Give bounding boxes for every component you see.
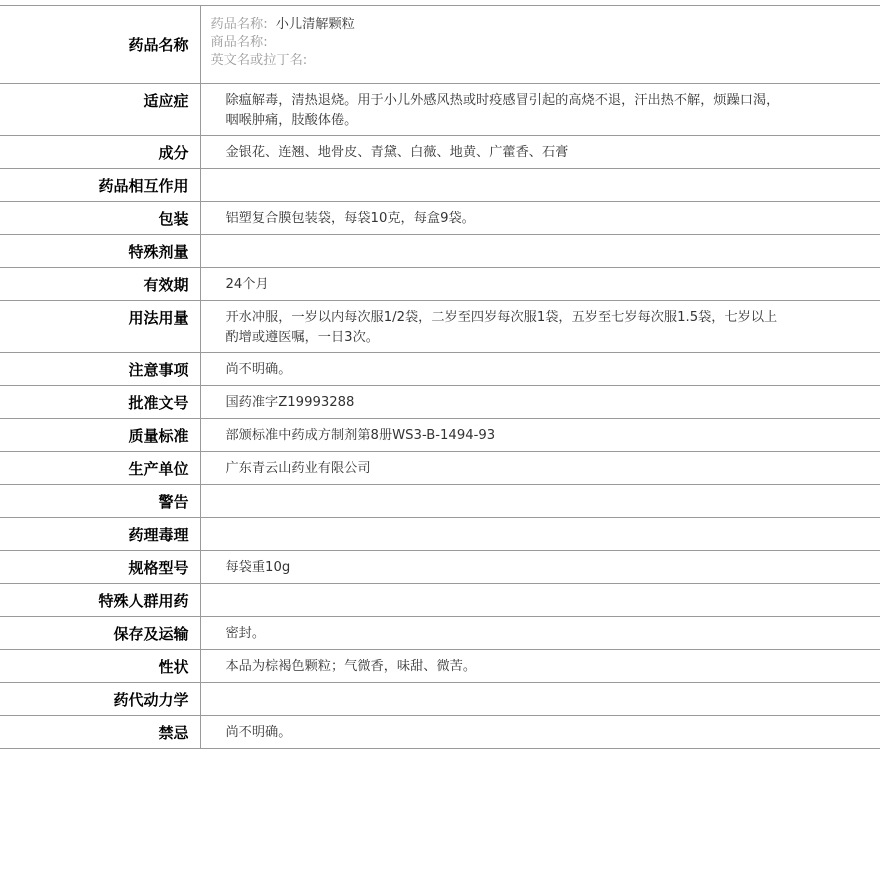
row-label: 性状 — [158, 658, 189, 676]
row-label: 生产单位 — [128, 460, 189, 478]
table-row — [0, 353, 880, 386]
row-label: 有效期 — [143, 276, 189, 294]
drug-name-row — [0, 6, 880, 84]
trade-name-key: 商品名称: — [210, 35, 268, 50]
row-value — [201, 485, 880, 492]
drug-name-line — [211, 16, 880, 34]
row-value — [201, 235, 880, 242]
row-value: 开水冲服，一岁以内每次服1/2袋，二岁至四岁每次服1袋，五岁至七岁每次服1.5袋，七岁以上酌增或遵医嘱，一日3次。 — [225, 310, 778, 345]
english-name-key: 英文名或拉丁名: — [210, 53, 308, 68]
row-value — [200, 6, 880, 84]
row-label: 保存及运输 — [113, 625, 189, 643]
row-label: 适应症 — [143, 92, 189, 110]
row-label: 规格型号 — [128, 559, 189, 577]
drug-name-value: 小儿清解颗粒 — [275, 17, 355, 32]
row-label: 用法用量 — [128, 309, 189, 327]
table-row — [0, 485, 880, 518]
table-row — [0, 202, 880, 235]
row-label: 批准文号 — [128, 394, 189, 412]
row-value — [201, 518, 880, 525]
drug-spec-table — [0, 5, 880, 749]
trade-name-line — [211, 34, 880, 52]
row-value: 每袋重10g — [225, 560, 291, 575]
row-label: 警告 — [158, 493, 189, 511]
row-value — [201, 683, 880, 690]
row-label: 药理毒理 — [128, 526, 189, 544]
row-label: 禁忌 — [158, 724, 189, 742]
row-value: 本品为棕褐色颗粒；气微香，味甜、微苦。 — [225, 659, 477, 674]
row-value: 除瘟解毒，清热退烧。用于小儿外感风热或时疫感冒引起的高烧不退，汗出热不解，烦躁口渴，咽喉肿痛，肢酸体倦。 — [225, 93, 780, 128]
table-row — [0, 268, 880, 301]
row-value: 尚不明确。 — [225, 725, 292, 740]
row-label: 质量标准 — [128, 427, 189, 445]
english-name-line — [211, 52, 880, 70]
drug-name-key: 药品名称: — [210, 17, 268, 32]
row-value: 密封。 — [225, 626, 266, 641]
table-row — [0, 551, 880, 584]
row-value: 部颁标准中药成方制剂第8册WS3-B-1494-93 — [225, 428, 496, 443]
drug-name-label: 药品名称 — [128, 35, 189, 54]
row-value: 广东青云山药业有限公司 — [225, 461, 371, 476]
row-value — [201, 584, 880, 591]
table-row — [0, 235, 880, 268]
row-label: 药代动力学 — [113, 691, 189, 709]
table-row — [0, 716, 880, 749]
row-label: 特殊人群用药 — [98, 592, 189, 610]
table-row — [0, 518, 880, 551]
table-row — [0, 683, 880, 716]
table-row — [0, 386, 880, 419]
table-row — [0, 584, 880, 617]
table-row — [0, 136, 880, 169]
table-row — [0, 169, 880, 202]
row-value: 国药准字Z19993288 — [225, 395, 355, 410]
row-label: 成分 — [158, 144, 189, 162]
row-value: 尚不明确。 — [225, 362, 292, 377]
row-label: 药品相互作用 — [98, 177, 189, 195]
table-row — [0, 650, 880, 683]
row-value: 金银花、连翘、地骨皮、青黛、白薇、地黄、广藿香、石膏 — [225, 145, 569, 160]
row-value: 24个月 — [225, 277, 269, 292]
table-row — [0, 301, 880, 353]
row-value: 铝塑复合膜包装袋，每袋10克，每盒9袋。 — [225, 211, 475, 226]
row-label: 特殊剂量 — [128, 243, 189, 261]
row-label: 注意事项 — [128, 361, 189, 379]
row-label — [0, 6, 200, 84]
table-row — [0, 617, 880, 650]
row-label: 包装 — [158, 210, 189, 228]
row-value — [201, 169, 880, 176]
table-row — [0, 84, 880, 136]
table-row — [0, 452, 880, 485]
table-row — [0, 419, 880, 452]
name-block — [201, 6, 880, 70]
